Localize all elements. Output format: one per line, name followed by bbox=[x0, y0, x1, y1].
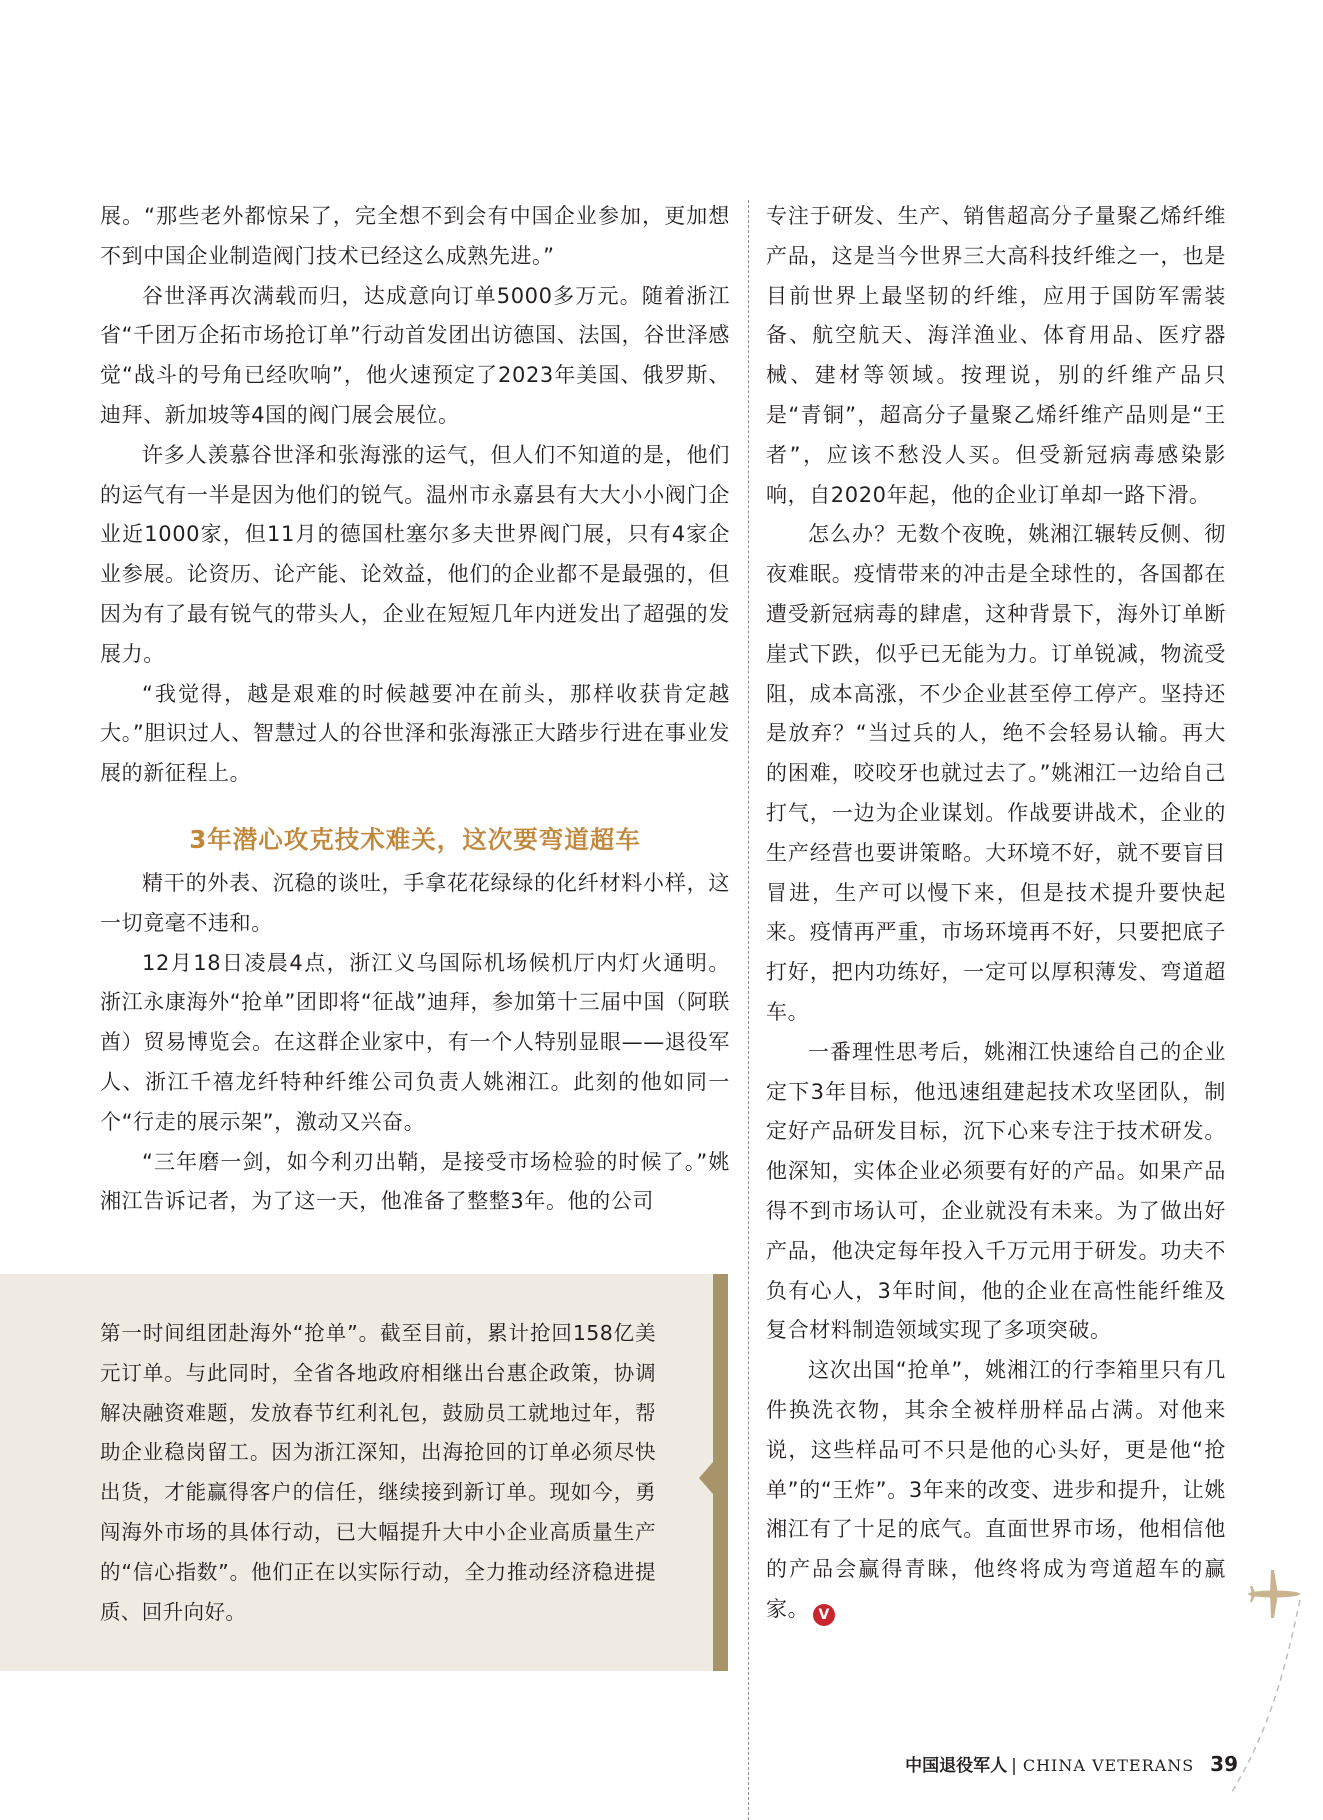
paragraph-text: 这次出国“抢单”，姚湘江的行李箱里只有几件换洗衣物，其余全被样册样品占满。对他来说，这些样品可不只是他的心头好，更是他“抢单”的“王炸”。3年来的改变、进步和提升，让姚湘江有了十足的底气。直面世界市场，他相信他的产品会赢得青睐，他终将成为弯道超车的赢家。 bbox=[766, 1358, 1226, 1621]
paragraph: 专注于研发、生产、销售超高分子量聚乙烯纤维产品，这是当今世界三大高科技纤维之一，也是目前世界上最坚韧的纤维，应用于国防军需装备、航空航天、海洋渔业、体育用品、医疗器械、建材等领域。按理说，别的纤维产品只是“青铜”，超高分子量聚乙烯纤维产品则是“王者”，应该不愁没人买。但受新冠病毒感染影响，自2020年起，他的企业订单却一路下滑。 bbox=[766, 204, 1226, 507]
end-mark-icon: V bbox=[813, 1604, 835, 1626]
sidebar-accent-bar bbox=[713, 1274, 728, 1671]
column-divider bbox=[748, 200, 749, 1820]
paragraph: 怎么办？无数个夜晚，姚湘江辗转反侧、彻夜难眠。疫情带来的冲击是全球性的，各国都在遭受新冠病毒的肆虐，这种背景下，海外订单断崖式下跌，似乎已无能为力。订单锐减，物流受阻，成本高涨，不少企业甚至停工停产。坚持还是放弃？“当过兵的人，绝不会轻易认输。再大的困难，咬咬牙也就过去了。”姚湘江一边给自己打气，一边为企业谋划。作战要讲战术，企业的生产经营也要讲策略。大环境不好，就不要盲目冒进，生产可以慢下来，但是技术提升要快起来。疫情再严重，市场环境再不好，只要把底子打好，把内功练好，一定可以厚积薄发、弯道超车。 bbox=[766, 522, 1226, 1024]
paragraph: “三年磨一剑，如今利刃出鞘，是接受市场检验的时候了。”姚湘江告诉记者，为了这一天，他准备了整整3年。他的公司 bbox=[100, 1149, 730, 1214]
page-number: 39 bbox=[1210, 1752, 1238, 1776]
sidebar-paragraph: 第一时间组团赴海外“抢单”。截至目前，累计抢回158亿美元订单。与此同时，全省各地政府相继出台惠企政策，协调解决融资难题，发放春节红利礼包，鼓励员工就地过年，帮助企业稳岗留工。因为浙江深知，出海抢回的订单必须尽快出货，才能赢得客户的信任，继续接到新订单。现如今，勇闯海外市场的具体行动，已大幅提升大中小企业高质量生产的“信心指数”。他们正在以实际行动，全力推动经济稳进提质、回升向好。 bbox=[100, 1321, 656, 1624]
right-column bbox=[766, 197, 1226, 1630]
paragraph: 精干的外表、沉稳的谈吐，手拿花花绿绿的化纤材料小样，这一切竟毫不违和。 bbox=[100, 870, 730, 935]
paragraph: 展。“那些老外都惊呆了，完全想不到会有中国企业参加，更加想不到中国企业制造阀门技术已经这么成熟先进。” bbox=[100, 204, 730, 268]
paragraph: 一番理性思考后，姚湘江快速给自己的企业定下3年目标，他迅速组建起技术攻坚团队，制定好产品研发目标，沉下心来专注于技术研发。他深知，实体企业必须要有好的产品。如果产品得不到市场认可，企业就没有未来。为了做出好产品，他决定每年投入千万元用于研发。功夫不负有心人，3年时间，他的企业在高性能纤维及复合材料制造领域实现了多项突破。 bbox=[766, 1039, 1226, 1343]
sidebar-text bbox=[100, 1314, 656, 1632]
airplane-icon bbox=[1244, 1564, 1304, 1624]
paragraph bbox=[766, 1351, 1226, 1630]
paragraph: 许多人羡慕谷世泽和张海涨的运气，但人们不知道的是，他们的运气有一半是因为他们的锐气。温州市永嘉县有大大小小阀门企业近1000家，但11月的德国杜塞尔多夫世界阀门展，只有4家企业参展。论资历、论产能、论效益，他们的企业都不是最强的，但因为有了最有锐气的带头人，企业在短短几年内迸发出了超强的发展力。 bbox=[100, 442, 730, 666]
footer-separator: | bbox=[1011, 1756, 1017, 1776]
paragraph: 12月18日凌晨4点，浙江义乌国际机场候机厅内灯火通明。浙江永康海外“抢单”团即将“征战”迪拜，参加第十三届中国（阿联酋）贸易博览会。在这群企业家中，有一个人特别显眼——退役军人、浙江千禧龙纤特种纤维公司负责人姚湘江。此刻的他如同一个“行走的展示架”，激动又兴奋。 bbox=[100, 950, 730, 1134]
magazine-name-cn: 中国退役军人 bbox=[905, 1756, 1008, 1776]
section-heading: 3年潜心攻克技术难关，这次要弯道超车 bbox=[189, 824, 641, 854]
page-footer bbox=[905, 1751, 1238, 1776]
left-column bbox=[100, 197, 730, 1222]
paragraph: 谷世泽再次满载而归，达成意向订单5000多万元。随着浙江省“千团万企拓市场抢订单”行动首发团出访德国、法国，谷世泽感觉“战斗的号角已经吹响”，他火速预定了2023年美国、俄罗斯、迪拜、新加坡等4国的阀门展会展位。 bbox=[100, 283, 730, 427]
paragraph: “我觉得，越是艰难的时候越要冲在前头，那样收获肯定越大。”胆识过人、智慧过人的谷世泽和张海涨正大踏步行进在事业发展的新征程上。 bbox=[100, 681, 730, 786]
magazine-name-en: CHINA VETERANS bbox=[1022, 1756, 1195, 1775]
sidebar-notch bbox=[699, 1462, 713, 1494]
